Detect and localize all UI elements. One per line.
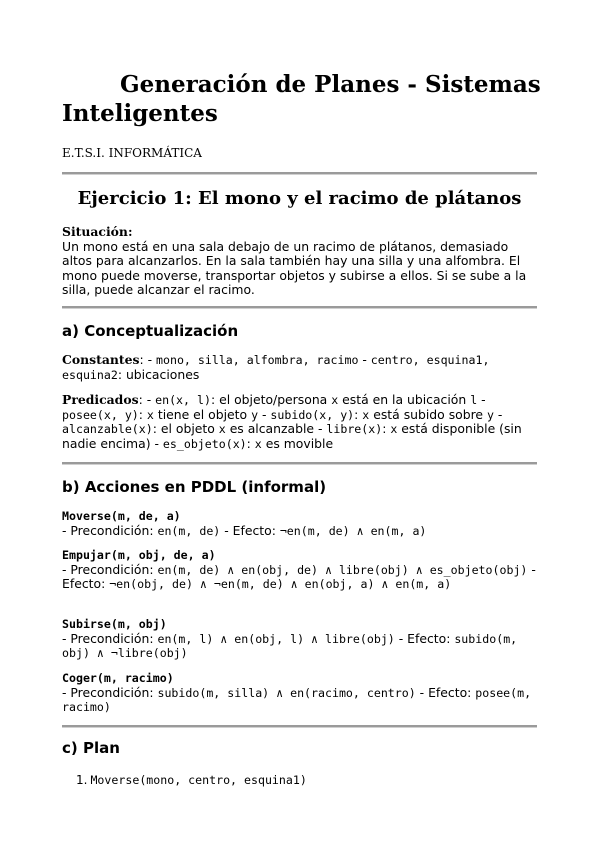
- action-name: Empujar(m, obj, de, a): [62, 548, 216, 562]
- predicate-code: x: [218, 422, 226, 437]
- plan-step: Moverse(mono, centro, esquina1): [90, 773, 307, 787]
- separator: -: [358, 352, 371, 367]
- effect-label: - Efecto:: [220, 522, 280, 538]
- action-name: Subirse(m, obj): [62, 617, 167, 631]
- precondition: en(m, l) ∧ en(obj, l) ∧ libre(obj): [157, 631, 395, 646]
- constants-label: Constantes: [62, 352, 140, 367]
- action-item: [62, 671, 537, 715]
- predicate-code: x: [390, 422, 398, 437]
- predicate-code: l: [470, 393, 478, 407]
- situation-text: Un mono está en una sala debajo de un racimo de plátanos, demasiado altos para alcanzarlos. En la sala también hay una silla y una alfombra. El mono puede moverse, transportar objetos y subirse a ellos. Si se sube a la silla, puede alcanzar el racimo.: [62, 238, 527, 298]
- precondition: en(m, de): [157, 523, 221, 538]
- divider: [62, 725, 537, 728]
- precondition-label: - Precondición:: [62, 630, 158, 646]
- predicate-code: x: [362, 407, 370, 422]
- predicate-text: :: [138, 406, 147, 422]
- effect: ¬en(m, de) ∧ en(m, a): [279, 523, 427, 538]
- plan-list: [76, 773, 307, 788]
- divider: [62, 462, 537, 465]
- predicate-code: en(x, l): [155, 393, 211, 407]
- document-title: Generación de Planes - Sistemas Inteligentes: [62, 71, 541, 127]
- constants-locations: centro, esquina1, esquina2: [62, 353, 490, 382]
- predicate-text: : el objeto/persona: [210, 392, 332, 407]
- divider: [62, 306, 537, 309]
- predicate-text: está en la ubicación: [338, 392, 471, 407]
- predicate-text: :: [354, 406, 363, 422]
- actions-heading: b) Acciones en PDDL (informal): [62, 478, 327, 496]
- predicate-code: es_objeto(x): [162, 436, 247, 451]
- institution-subtitle: E.T.S.I. INFORMÁTICA: [62, 146, 202, 160]
- action-item: [62, 509, 537, 538]
- conceptualization-heading: a) Conceptualización: [62, 322, 239, 340]
- predicate-text: es alcanzable -: [225, 421, 327, 437]
- separator: : -: [139, 352, 156, 367]
- predicate-text: -: [493, 406, 503, 422]
- precondition-label: - Precondición:: [62, 561, 158, 577]
- action-name: Coger(m, racimo): [62, 671, 174, 685]
- predicates-label: Predicados: [62, 392, 139, 407]
- action-item: [62, 617, 537, 661]
- situation-label: Situación:: [62, 224, 133, 239]
- exercise-heading: Ejercicio 1: El mono y el racimo de plátanos: [77, 188, 522, 209]
- divider: [62, 172, 537, 175]
- precondition: subido(m, silla) ∧ en(racimo, centro): [157, 685, 416, 700]
- precondition-label: - Precondición:: [62, 522, 158, 538]
- predicate-code: x: [146, 407, 154, 422]
- predicate-code: x: [331, 393, 339, 407]
- effect: posee(m, racimo): [62, 685, 532, 715]
- predicate-text: es movible: [261, 435, 334, 451]
- predicate-code: alcanzable(x): [62, 422, 153, 437]
- constants-suffix: : ubicaciones: [117, 366, 200, 382]
- predicate-code: posee(x, y): [62, 407, 139, 422]
- predicate-text: está disponible (sin nadie encima) -: [62, 421, 522, 451]
- predicate-text: está subido sobre: [369, 406, 487, 422]
- predicate-text: -: [477, 392, 486, 407]
- precondition: en(m, de) ∧ en(obj, de) ∧ libre(obj) ∧ es_objeto(obj): [157, 562, 528, 577]
- predicate-code: y: [486, 407, 494, 422]
- predicate-text: :: [382, 421, 391, 437]
- effect-label: - Efecto:: [62, 561, 536, 592]
- constants-paragraph: [62, 353, 537, 382]
- predicate-text: :: [246, 435, 255, 451]
- constants-objects: mono, silla, alfombra, racimo: [156, 353, 359, 367]
- effect-label: - Efecto:: [394, 630, 455, 646]
- action-name: Moverse(m, de, a): [62, 509, 181, 523]
- effect: subido(m, obj) ∧ ¬libre(obj): [62, 631, 518, 661]
- predicates-paragraph: [62, 393, 537, 451]
- predicate-text: tiene el objeto: [153, 406, 252, 422]
- predicate-code: x: [254, 436, 262, 451]
- predicate-code: y: [251, 407, 259, 422]
- plan-heading: c) Plan: [62, 739, 120, 757]
- predicate-code: subido(x, y): [270, 407, 355, 422]
- effect: ¬en(obj, de) ∧ ¬en(m, de) ∧ en(obj, a) ∧ en(m, a): [109, 577, 452, 592]
- precondition-label: - Precondición:: [62, 684, 158, 700]
- predicate-text: : el objeto: [152, 421, 219, 437]
- predicate-text: -: [258, 406, 271, 422]
- step-number: 1.: [76, 773, 88, 787]
- effect-label: - Efecto:: [415, 684, 476, 700]
- predicate-code: libre(x): [326, 422, 383, 437]
- action-item: [62, 548, 537, 592]
- predicate-prefix: : -: [138, 392, 156, 407]
- situation-section: [62, 225, 537, 298]
